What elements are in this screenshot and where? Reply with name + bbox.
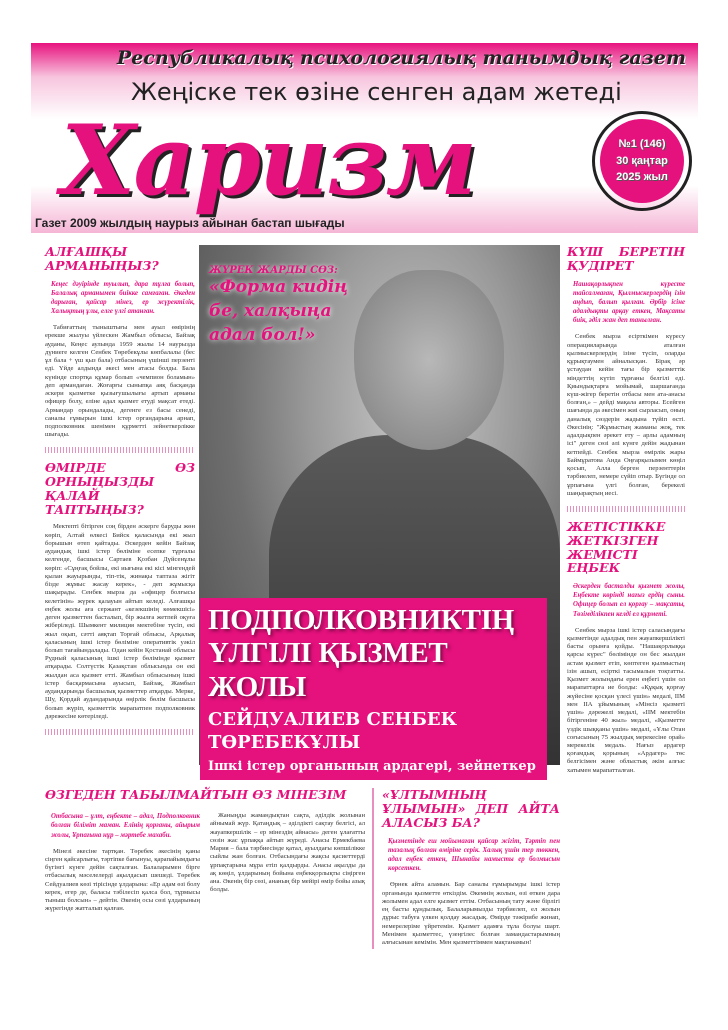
divider [45,729,195,735]
issue-date: 30 қаңтар [616,154,668,167]
issue-year: 2025 жыл [616,171,668,184]
newspaper-logo: Харизм [61,104,476,217]
article-lead: Әскерден басталды қызмет жолы, Еңбекте көрінді нағыз ердің сыны. Офицер болып ел қорғау – мақсаты, Төзімділікпен келді ел құрметі. [573,583,685,618]
quote-block [209,265,379,347]
motto: Жеңіске тек өзіне сенген адам жетеді [131,78,622,106]
quote-kicker: ЖҮРЕК ЖАРДЫ СӨЗ: [209,265,338,276]
article-body: Сенбек мырза ішкі істер саласындағы қызметінде адалдық пен жауапкершілікті басты орынға қойды. "Нашақорлыққа қарсы күрес" бөлімінде он бес жылдан астам қызмет етіп, көптеген қылмыстың ізін ашып, есірткі тасымалын тоқтатты. Қызмет жолындағы ерен еңбегі үшін ол марапаттарға ие болды: «Құқық қорғау жүйесіне қосқан үлесі үшін» медалі, ІІМ мен ІІА ұйымының «Мінсіз қызметі үшін» дәрежелі медалі, «ІІМ мектебін бітіргеніне 40 жыл» медалі, «Қызметте үздік шыққаны үшін» медалі, «Ұлы Отан соғысының 75 жылдық мерекесіне орай» мерекелік медаль. Нағыз ардагер қоғамдық қорының «Ардагер» төс белгісімен және облыстық әкім алғыс хатымен марапатталған. [567,626,685,774]
tagline: Республикалық психологиялық танымдық газет [116,47,686,69]
bottom-article [45,788,365,915]
article-title: ӨМІРДЕ ӨЗ ОРНЫҢЫЗДЫ ҚАЛАЙ ТАПТЫҢЫЗ? [45,460,195,517]
main-headline-box [200,598,547,780]
right-column [567,245,685,777]
article-lead: Қызметінде еш мойымаған қайсар жігіт, Тәртіп пен тазалық болған өміріне серік. Халық үшін тер төккен, адал еңбек еткен, Шынайы намысты ер болмысын көрсеткен. [388,837,560,873]
article-title: «ҰЛТЫМНЫҢ ҰЛЫМЫН» ДЕП АЙТА АЛАСЫЗ БА? [382,787,560,830]
article-body: Сенбек мырза есірткімен күресу операцияларында аталған қылмыскерлердің ізіне түсіп, оларды құрықтаумен айналысқан. Бірақ әр ұстаудан кейін тағы бір қызметтік міндеттің күтіп тұрғаны белгілі еді. Қиындықтарға мойымай, шаршағанда күш-жігер беретін отбасы мен ата-анасы болған,» – дейді мақала авторы. Есейген шағында да әкесімен жиі сырласып, оның даналық сөздерін жадына түйіп өсті. Әкесінің: "Жұмыстың жаманы жоқ, тек адалдықпен әрекет ету – арлы адамның ісі" деген сөзі әлі күнге дейін жадынан кетпейді. Сенбек мырза өмірлік жары Баймұратова Анда Оңғарқызымен көңіл қосып, Алла берген перзенттерін тәрбиелеп, немере сүйіп отыр. Бүгінде ол ұрпағына үлгі болған, берекелі шаңырақтың иесі. [567,333,685,497]
issue-number: №1 (146) [618,138,666,151]
article-title: ӨЗГЕДЕН ТАБЫЛМАЙТЫН ӨЗ МІНЕЗІМ [45,787,347,803]
article-lead: Нашақорлықпен күресте тайсалмаған, Қылмыскерлердің ізін аңдып, балып қылған. Әрбір ісіне адалдықты арқау еткен, Мақсаты биік, әділ жан деп танылған. [573,280,685,325]
divider [45,447,195,453]
divider [567,506,685,512]
article-title: ЖЕТІСТІККЕ ЖЕТКІЗГЕН ЖЕМІСТІ ЕҢБЕК [567,519,666,576]
article-title: АЛҒАШҚЫ АРМАНЫҢЫЗ? [45,244,159,273]
founded-note: Газет 2009 жылдың наурыз айынан бастап шығады [35,215,345,230]
article-lead: Отбасына – ұлт, еңбекте – адал, Подполковник болған біліміт маман. Елінің қорғаны, айырым жолы, Ұрпағына нұр – мәртебе махаби. [51,813,200,839]
masthead [31,43,698,233]
left-column [45,245,195,743]
subject-role: Ішкі істер органының ардагері, зейнеткер [208,758,536,774]
interview-box [372,788,560,949]
article-body: Табиғаттың тыныштығы мен ауыл өмірінің ерекше жылуы үйлескен Жамбыл облысы, Байзақ ауданы, Кеңес аулында 1959 жылы 14 наурызда дүниеге келген Сенбек Төребекұлы көпбалалы (бес ұл бала + үш қыз бала) отбасының үшінші перзенті еді. Үйде алдында әкесі мен атасы болды. Бала күнінде спортқа құмар болып «чемпион боламын» деп армандаған. Жоғарғы сыныпқа аяқ басқанда әскери қызметке қызығушылығы артып арманы офицер болу, еліне адал қызмет етуді мақсат етеді. Армандар орындалады, дегенге ез басы сенеді, саналы ғұмырын ішкі істер органдарына арнап, подполковник шенімен құрметті зейнеткерлікке шығады. [45,324,195,439]
subject-name: СЕЙДУАЛИЕВ СЕНБЕК ТӨРЕБЕКҰЛЫ [208,709,457,754]
article-body: Мектепті бітірген соң бірден әскерге баруды жөн көріп, Алтай өлкесі Бийск қаласында екі жыл борышын өтеп қайтады. Әскерден кейін Байзақ аудандық ішкі істер бөліміне есепке тұрғалы келгенде, басшысы Сартаев Қозбан Дүйсенұлы көріп: «Сұңғақ бойлы, екі иығына екі кісі мінгендей қылан жауырынды, тіп-тік, жинақы таптаза жігіт бізде жұмыс жасау керек», - деп жұмысқа шақырады. Сенбек мырза да «офицер болғысы келетінін» жүрек қалауын айтып келеді. Алғашқы еңбек жолы аға сержант «кезекшінің көмекшісі» деген қызметтен басталып, бір жылға жетпей оқуға жіберіледі. Шымкент милиция мектебіне түсіп, екі жыл оқып, сәтті аяқтап Торғай облысы, Арқалық қаласының ішкі істер бөліміне оперативтік уәкіл болып тағайындалады. Одан кейін Қостанай облысы Рудный қаласының ішкі істер бөлімінде қызмет атқарады. Солтүстік Қазақстан облысында он екі жылдан аса қызмет етті. Жамбыл облысының ішкі істер басқармасына ауысып, Байзақ, Жамбыл аудандарында басшылық қызметтер атқарды. Мерке, Шу, Қордай аудандарында өңірлік бөлім басшысы болып жүріп, қызметтік марапатпен подполковник дәрежесіне көтеріледі. [45,523,195,720]
article-body: Өрнек айта аламын. Бар саналы ғұмырымды ішкі істер органында қызметте өткіздім. Әкемнің жолын, өзі өткен дара жолымен адал елге қызмет еттім. Отбасының тату және бірлігі ең басты құндылық. Балаларымызды тәрбиелеп, ел жолын дұрыс табуға үлкен қолдау жасадық. Өмірде тәжірибе жинап, немерелеріме үйретемін. Қызмет адамға тұла болуы шарт. Менімен қызметтес, үзеңгілес болған замандастарымның алғысынан кемімін. Мен қызметтіммен мақтанамын! [382,881,560,946]
article-title: КҮШ БЕРЕТІН ҚУДІРЕТ [567,244,685,273]
article-lead: Кеңес дәуірінде туылып, дара тұлға болып, Балалық арманымен биікке самғаған. Әкеден дарыған, қайсар мінез, ер жүректілік, Халықтың ұлы, елге үлгі атанған. [51,280,195,316]
issue-badge [592,111,692,211]
article-body: Жаныңды жамандықтан сақта, әділдік жолынан айнымай жүр. Қатаңдық – әділдікті сақтау белгісі, ал жауапкершілік – ер мінездің айнасы» деген ұлағатты сөзін жас ұрпаққа айтып жүреді. Анасы Ермекбаева Мария – бала тәрбиесінде қатал, ауылдағы көпшілікке сыйлы жан болған. Отбасындағы жақсы қасиеттерді ұрпақтарына мұра етіп қалдырды. Анасы ақылды да ақ көңіл, ұлдарының бойына еңбекқорлықты сіңірген ана. Әкенің бір сөзі, ананың бір мейірі өмір бойы азық болды. [210,812,365,894]
quote-text: «Форма кидің бе, халқыңа адал бол!» [209,277,348,345]
main-headline: ПОДПОЛКОВНИКТІҢ ҮЛГІЛІ ҚЫЗМЕТ ЖОЛЫ [208,604,514,703]
article-body: Мінезі әкесіне тартқан. Төребек әкесінің қаны сіңген қайсарлығы, тәртіпке бағынуы, қарапайымдығы бүгінгі күнге дейін сақталған. Балаларымен бірге отбасылық мәселелерді ақылдасып шешеді. Төребек Сейдуалиев көзі тірісінде ұлдарына: «Ер адам өзі болу керек, егер де, баласы тәбілесіп қалса бол, тұрмысы тыныш болсын» – дейтін. Әкенің осы сөзі ұлдарының жүрегінде жатталып қалған. [45,847,200,913]
